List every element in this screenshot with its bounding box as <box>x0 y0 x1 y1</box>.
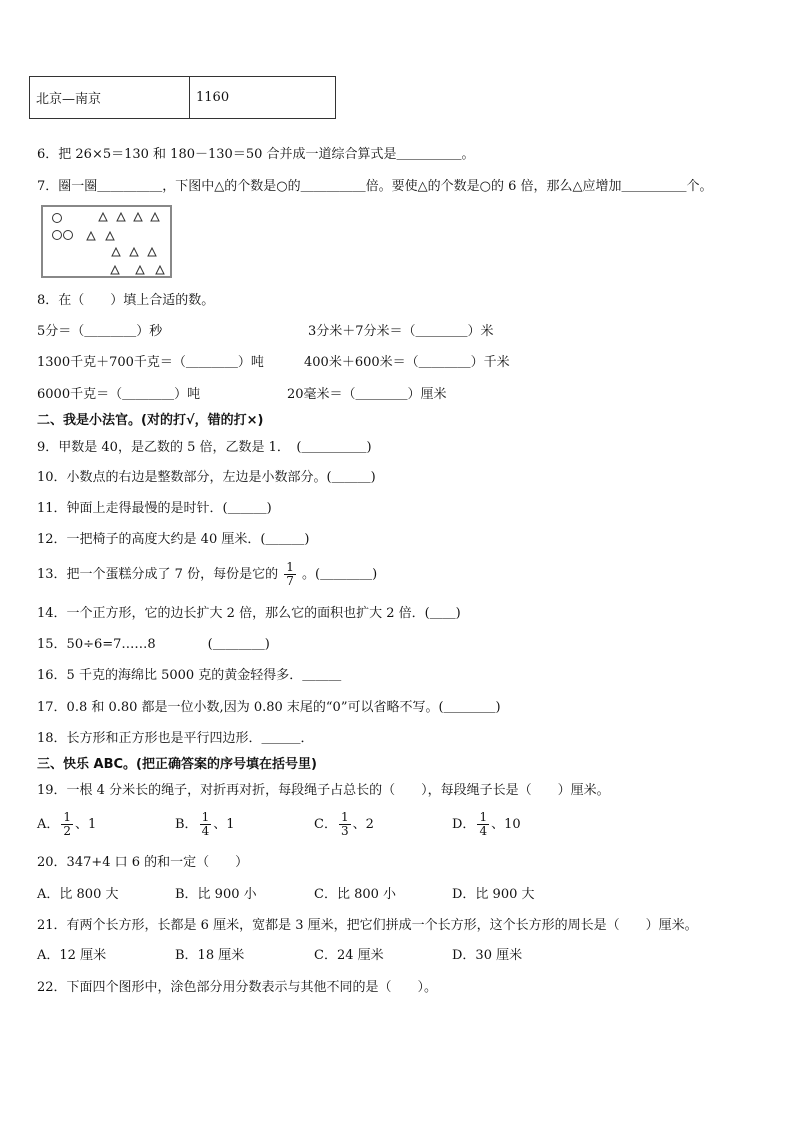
question-19-stem: 19．一根 4 分米长的绳子，对折再对折，每段绳子占总长的（ ），每段绳子长是（ ）厘米。 <box>37 783 610 798</box>
triangle-shape <box>136 266 144 274</box>
triangle-shape <box>106 232 114 240</box>
circle-shape <box>53 214 62 223</box>
q8-item: 1300千克＋700千克＝（＿＿＿＿）吨 <box>37 355 264 370</box>
question-14: 14．一个正方形，它的边长扩大 2 倍，那么它的面积也扩大 2 倍．(＿＿) <box>37 606 461 621</box>
q21-option-c: C．24 厘米 <box>314 948 384 963</box>
fraction-denominator: 4 <box>201 824 210 838</box>
option-tail: 、1 <box>213 817 235 832</box>
question-12: 12．一把椅子的高度大约是 40 厘米．(＿＿＿) <box>37 532 310 547</box>
q20-option-d: D．比 900 大 <box>452 887 535 902</box>
triangle-shape <box>134 213 142 221</box>
question-22: 22．下面四个图形中，涂色部分用分数表示与其他不同的是（ ）。 <box>37 980 438 995</box>
route-table <box>29 76 336 119</box>
triangle-shape <box>148 248 156 256</box>
q13-text-before: 13．把一个蛋糕分成了 7 份，每份是它的 <box>37 567 279 582</box>
q21-option-b: B．18 厘米 <box>175 948 245 963</box>
option-label: C． <box>314 817 337 832</box>
question-18: 18．长方形和正方形也是平行四边形．＿＿＿． <box>37 731 314 746</box>
fraction <box>477 811 489 838</box>
triangle-shape <box>151 213 159 221</box>
fraction <box>339 811 351 838</box>
q19-option-b <box>175 810 234 840</box>
question-6: 6．把 26×5＝130 和 180－130＝50 合并成一道综合算式是＿＿＿＿＿。 <box>37 147 475 162</box>
fraction <box>200 811 212 838</box>
triangle-shape <box>117 213 125 221</box>
q8-item: 400米＋600米＝（＿＿＿＿）千米 <box>304 355 510 370</box>
circle-shape <box>64 231 73 240</box>
triangle-shape <box>87 232 95 240</box>
triangle-shape <box>156 266 164 274</box>
question-17: 17．0.8 和 0.80 都是一位小数,因为 0.80 末尾的“0”可以省略不写。(＿＿＿＿) <box>37 700 501 715</box>
option-tail: 、2 <box>352 817 374 832</box>
q19-option-d <box>452 810 521 840</box>
question-20-stem: 20．347+4 口 6 的和一定（ ） <box>37 855 249 870</box>
triangle-shape <box>99 213 107 221</box>
section-3-heading: 三、快乐 ABC。(把正确答案的序号填在括号里) <box>37 757 317 772</box>
q20-option-c: C．比 800 小 <box>314 887 397 902</box>
q21-option-a: A．12 厘米 <box>37 948 107 963</box>
route-cell: 北京—南京 <box>30 77 190 119</box>
fraction-numerator: 1 <box>63 810 72 824</box>
q13-text-after: 。(＿＿＿＿) <box>302 567 378 582</box>
fraction <box>284 561 296 588</box>
fraction-denominator: 4 <box>479 824 488 838</box>
distance-cell: 1160 <box>190 77 336 119</box>
circle-shape <box>53 231 62 240</box>
q19-option-c <box>314 810 374 840</box>
option-tail: 、1 <box>75 817 97 832</box>
question-7: 7．圈一圈＿＿＿＿＿，下图中△的个数是○的＿＿＿＿＿倍。要使△的个数是○的 6 倍，那么△应增加＿＿＿＿＿个。 <box>37 179 713 194</box>
question-8-stem: 8．在（ ）填上合适的数。 <box>37 293 215 308</box>
fraction <box>61 811 73 838</box>
shapes-figure-svg <box>43 207 174 280</box>
fraction-denominator: 7 <box>286 574 294 588</box>
fraction-numerator: 1 <box>340 810 349 824</box>
q8-item: 6000千克＝（＿＿＿＿）吨 <box>37 387 201 402</box>
q21-option-d: D．30 厘米 <box>452 948 523 963</box>
section-2-heading: 二、我是小法官。(对的打√，错的打×) <box>37 413 264 428</box>
question-10: 10．小数点的右边是整数部分，左边是小数部分。(＿＿＿) <box>37 470 376 485</box>
question-13 <box>37 560 377 590</box>
fraction-numerator: 1 <box>201 810 210 824</box>
q8-item: 3分米＋7分米＝（＿＿＿＿）米 <box>308 324 494 339</box>
fraction-denominator: 2 <box>63 824 72 838</box>
question-21-stem: 21．有两个长方形，长都是 6 厘米，宽都是 3 厘米，把它们拼成一个长方形，这个长方形的周长是（ ）厘米。 <box>37 918 698 933</box>
triangle-shape <box>112 248 120 256</box>
option-tail: 、10 <box>491 817 521 832</box>
triangle-shape <box>111 266 119 274</box>
fraction-denominator: 3 <box>340 824 349 838</box>
triangle-shape <box>130 248 138 256</box>
question-15: 15．50÷6=7……8 (＿＿＿＿) <box>37 637 270 652</box>
question-9: 9．甲数是 40，是乙数的 5 倍，乙数是 1． (＿＿＿＿＿) <box>37 440 372 455</box>
q8-item: 20毫米＝（＿＿＿＿）厘米 <box>287 387 447 402</box>
q20-option-b: B．比 900 小 <box>175 887 257 902</box>
q20-option-a: A．比 800 大 <box>37 887 119 902</box>
q19-option-a <box>37 810 96 840</box>
question-11: 11．钟面上走得最慢的是时针．(＿＿＿) <box>37 501 272 516</box>
fraction-numerator: 1 <box>479 810 488 824</box>
option-label: D． <box>452 817 476 832</box>
q8-item: 5分＝（＿＿＿＿）秒 <box>37 324 163 339</box>
question-16: 16．5 千克的海绵比 5000 克的黄金轻得多．＿＿＿ <box>37 668 342 683</box>
option-label: A． <box>37 817 60 832</box>
fraction-numerator: 1 <box>286 560 294 574</box>
shapes-figure <box>41 205 172 278</box>
option-label: B． <box>175 817 198 832</box>
